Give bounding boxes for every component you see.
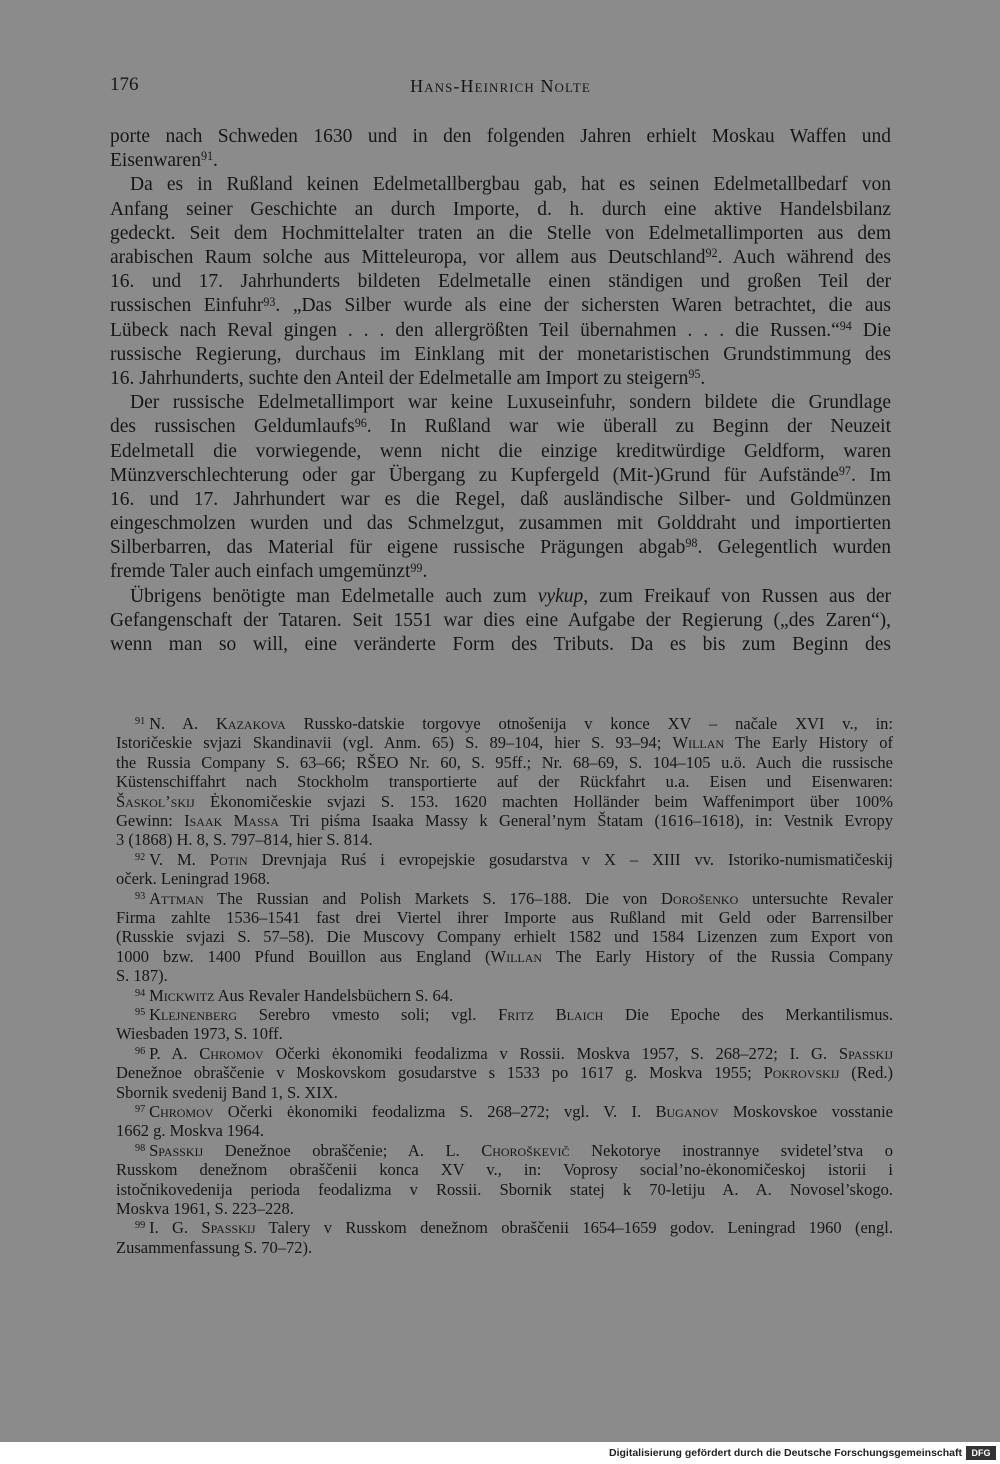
- footnote-line: [116, 889, 893, 908]
- page-number: 176: [110, 74, 139, 95]
- text-run: Lübeck nach Reval gingen . . . den allergrößten Teil übernahmen . . . die Russen.“: [110, 319, 840, 341]
- text-run: russische Regierung, durchaus im Einklang mit der monetaristischen Grundstimmung des: [110, 343, 891, 365]
- body-line: [110, 415, 891, 439]
- text-run: Ėkonomičeskie svjazi S. 153. 1620 machten Holländer beim Waffenimport über 100%: [194, 791, 893, 811]
- body-line: [110, 270, 891, 294]
- footnote-line: [116, 811, 893, 830]
- text-run: očerk. Leningrad 1968.: [116, 869, 270, 889]
- footnote-line: [116, 1083, 893, 1102]
- text-run: Wiesbaden 1973, S. 10ff.: [116, 1024, 283, 1044]
- footnote-reference: 99: [410, 560, 423, 575]
- footnote-number: 91: [135, 716, 146, 728]
- footnote-reference: 92: [705, 246, 718, 261]
- body-line: [110, 319, 891, 343]
- body-line: [110, 125, 891, 149]
- text-run: Münzverschlechterung oder gar Übergang zu Kupfergeld (Mit-)Grund für Aufstände: [110, 464, 839, 486]
- text-run: Firma zahlte 1536–1541 fast drei Viertel ihrer Importe aus Rußland mit Geld oder Barrensilber: [116, 908, 893, 927]
- text-run: Sbornik svedenij Band 1, S. XIX.: [116, 1082, 338, 1102]
- footnote-number: 97: [135, 1104, 146, 1116]
- text-run: P. A.: [149, 1043, 200, 1063]
- body-line: [110, 512, 891, 536]
- author-name: Pokrovskij: [763, 1063, 840, 1083]
- author-name: Mickwitz: [149, 985, 215, 1005]
- text-run: arabischen Raum solche aus Mitteleuropa, vor allem aus Deutschland: [110, 246, 706, 268]
- text-run: 3 (1868) H. 8, S. 797–814, hier S. 814.: [116, 830, 373, 850]
- body-line: [110, 609, 891, 633]
- footnote-line: [116, 966, 893, 985]
- text-run: V. M.: [149, 849, 210, 869]
- text-run: Russkom denežnom obraščenii konca XV v., in: Voprosy social’no-ėkonomičeskoj istorii i: [116, 1160, 893, 1180]
- footnote-line: [116, 986, 893, 1005]
- body-line: [110, 367, 891, 391]
- footnote-line: [116, 733, 893, 752]
- text-run: Moskva 1961, S. 223–228.: [116, 1199, 294, 1218]
- author-name: Chromov: [199, 1043, 264, 1063]
- text-run: S. 187).: [116, 966, 168, 986]
- text-run: Aus Revaler Handelsbüchern S. 64.: [214, 985, 454, 1005]
- footnote-line: [116, 792, 893, 811]
- author-name: Willan: [672, 733, 725, 753]
- author-name: Kazakova: [216, 714, 286, 733]
- text-run: untersuchte Revaler: [738, 888, 893, 908]
- author-name: Spasskij: [149, 1140, 204, 1160]
- text-run: . Auch während des: [717, 246, 891, 268]
- text-run: The Early History of: [724, 733, 893, 753]
- body-line: [110, 246, 891, 270]
- body-line: [110, 536, 891, 560]
- body-line: [110, 488, 891, 512]
- text-run: russischen Einfuhr: [110, 295, 264, 317]
- footnote-line: [116, 908, 893, 927]
- footnote-line: [116, 850, 893, 869]
- text-run: Očerki ėkonomiki feodalizma S. 268–272; vgl. V. I.: [213, 1102, 656, 1121]
- footnote-line: [116, 1102, 893, 1121]
- author-name: Dorošenko: [661, 888, 739, 908]
- footnote-line: [116, 772, 893, 791]
- body-line: [110, 149, 891, 173]
- text-run: Denežnoe obraščenie v Moskovskom gosudarstve s 1533 po 1617 g. Moskva 1955;: [116, 1063, 764, 1083]
- body-line: [110, 440, 891, 464]
- footnote-number: 96: [135, 1045, 146, 1057]
- text-run: Die Epoche des Merkantilismus.: [603, 1005, 893, 1024]
- digitization-footer: [0, 1442, 1000, 1464]
- text-run: Denežnoe obraščenie; A. L.: [203, 1140, 482, 1160]
- text-run: .: [422, 561, 428, 583]
- text-run: . Im: [850, 464, 891, 486]
- text-run: Talery v Russkom denežnom obraščenii 1654–1659 godov. Leningrad 1960 (engl.: [255, 1218, 893, 1238]
- footnote-reference: 93: [263, 294, 276, 309]
- text-run: 16. und 17. Jahrhundert war es die Regel, daß ausländische Silber- und Goldmünzen: [110, 488, 891, 510]
- text-run: gedeckt. Seit dem Hochmittelalter traten an die Stelle von Edelmetallimporten aus dem: [110, 222, 891, 244]
- footnote-line: [116, 714, 893, 733]
- body-line: [110, 391, 891, 415]
- footnote-number: 93: [135, 890, 146, 902]
- author-name: Klejnenberg: [149, 1005, 238, 1024]
- author-name: Willan: [490, 946, 543, 966]
- italic-term: vykup: [537, 585, 584, 607]
- text-run: Anfang seiner Geschichte an durch Importe, d. h. durch eine aktive Handelsbilanz: [110, 198, 891, 220]
- body-line: [110, 198, 891, 222]
- text-run: Drevnjaja Ruś i evropejskie gosudarstva v X – XIII vv. Istoriko-numismatičeskij: [247, 849, 893, 869]
- author-name: Potin: [209, 849, 248, 869]
- dfg-logo: DFG: [966, 1446, 996, 1460]
- footnote-line: [116, 1238, 893, 1257]
- author-name: Spasskij: [838, 1043, 893, 1063]
- funding-notice: Digitalisierung gefördert durch die Deutsche Forschungsgemeinschaft: [609, 1447, 962, 1459]
- text-run: 1662 g. Moskva 1964.: [116, 1121, 265, 1141]
- text-run: Gefangenschaft der Tataren. Seit 1551 war dies eine Aufgabe der Regierung („des Zaren“),: [110, 609, 891, 631]
- footnote-line: [116, 1160, 893, 1179]
- footnote-line: [116, 753, 893, 772]
- running-head: Hans-Heinrich Nolte: [410, 76, 591, 96]
- footnote-line: [116, 1141, 893, 1160]
- footnote-line: [116, 1005, 893, 1024]
- text-run: . Gelegentlich wurden: [697, 537, 891, 559]
- text-run: The Russian and Polish Markets S. 176–188. Die von: [203, 888, 661, 908]
- author-name: Choroškevič: [481, 1140, 570, 1160]
- text-run: Die: [851, 319, 891, 341]
- body-line: [110, 585, 891, 609]
- text-run: Eisenwaren: [110, 150, 201, 172]
- text-run: . In Rußland war wie überall zu Beginn der Neuzeit: [366, 416, 891, 438]
- footnote-number: 92: [135, 851, 146, 863]
- footnote-reference: 95: [688, 367, 701, 382]
- text-run: wenn man so will, eine veränderte Form des Tributs. Da es bis zum Beginn des: [110, 634, 891, 655]
- body-line: [110, 464, 891, 488]
- text-run: I. G.: [149, 1218, 202, 1238]
- footnote-reference: 97: [838, 463, 851, 478]
- text-run: Moskovskoe vosstanie: [718, 1102, 893, 1121]
- text-run: (Red.): [839, 1063, 893, 1083]
- text-run: Tri piśma Isaaka Massy k General’nym Štatam (1616–1618), in: Vestnik Evropy: [278, 811, 893, 830]
- text-run: istočnikovedenija perioda feodalizma v Rossii. Sbornik statej k 70-letiju A. A. Novosel’skogo.: [116, 1179, 893, 1199]
- footnote-reference: 91: [200, 149, 214, 164]
- text-run: Russko-datskie torgovye otnošenija v konce XV – načale XVI v., in:: [285, 714, 893, 733]
- footnote-reference: 94: [839, 318, 852, 333]
- text-run: , zum Freikauf von Russen aus der: [583, 585, 891, 607]
- footnote-reference: 98: [685, 536, 698, 551]
- body-line: [110, 222, 891, 246]
- text-run: fremde Taler auch einfach umgemünzt: [110, 561, 411, 583]
- text-run: the Russia Company S. 63–66; RŠEO Nr. 60, S. 95ff.; Nr. 68–69, S. 104–105 u.ö. Auch die russische: [116, 752, 893, 772]
- text-run: 1000 bzw. 1400 Pfund Bouillon aus England (: [116, 946, 491, 966]
- footnote-line: [116, 1218, 893, 1237]
- text-run: eingeschmolzen wurden und das Schmelzgut, zusammen mit Golddraht und importierten: [110, 513, 891, 534]
- footnote-line: [116, 869, 893, 888]
- footnote-line: [116, 947, 893, 966]
- text-run: Silberbarren, das Material für eigene russische Prägungen abgab: [110, 537, 686, 559]
- text-run: Istoričeskie svjazi Skandinavii (vgl. Anm. 65) S. 89–104, hier S. 93–94;: [116, 733, 673, 753]
- text-run: 16. und 17. Jahrhunderts bildeten Edelmetalle einen ständigen und großen Teil der: [110, 271, 891, 293]
- text-run: N. A.: [149, 714, 217, 733]
- text-run: Gewinn:: [116, 811, 185, 830]
- text-run: Übrigens benötigte man Edelmetalle auch zum: [130, 585, 538, 607]
- footnote-number: 94: [135, 987, 146, 999]
- author-name: Fritz Blaich: [498, 1005, 604, 1024]
- body-line: [110, 294, 891, 318]
- text-run: Serebro vmesto soli; vgl.: [237, 1005, 499, 1024]
- footnote-line: [116, 1044, 893, 1063]
- text-run: (Russkie svjazi S. 57–58). Die Muscovy Company erhielt 1582 und 1584 Lizenzen zum Export von: [116, 927, 893, 947]
- text-run: Nekotorye inostrannye svidetel’stva o: [569, 1140, 893, 1160]
- text-run: Der russische Edelmetallimport war keine Luxuseinfuhr, sondern bildete die Grundlage: [130, 392, 891, 414]
- author-name: Isaak Massa: [184, 811, 279, 830]
- footnote-line: [116, 1024, 893, 1043]
- footnote-line: [116, 830, 893, 849]
- author-name: Attman: [149, 888, 204, 908]
- text-run: .: [700, 367, 706, 389]
- text-run: .: [213, 150, 218, 172]
- author-name: Šaskol’skij: [116, 791, 195, 811]
- author-name: Buganov: [655, 1102, 719, 1121]
- footnote-number: 95: [135, 1007, 146, 1019]
- text-run: . „Das Silber wurde als eine der sichersten Waren betrachtet, die aus: [275, 295, 891, 317]
- body-line: [110, 560, 891, 584]
- text-run: Edelmetall die vorwiegende, wenn nicht die einzige kreditwürdige Geldform, waren: [110, 440, 891, 462]
- text-run: 16. Jahrhunderts, suchte den Anteil der Edelmetalle am Import zu steigern: [110, 367, 689, 389]
- footnote-line: [116, 1063, 893, 1082]
- body-line: [110, 633, 891, 657]
- text-run: Küstenschiffahrt nach Stockholm transportierte auf der Rückfahrt u.a. Eisen und Eisenwaren:: [116, 772, 893, 792]
- text-run: The Early History of the Russia Company: [542, 946, 893, 966]
- footnote-line: [116, 1199, 893, 1218]
- text-run: des russischen Geldumlaufs: [110, 416, 355, 438]
- author-name: Chromov: [149, 1102, 214, 1121]
- footnote-reference: 96: [354, 415, 367, 430]
- text-run: Da es in Rußland keinen Edelmetallbergbau gab, hat es seinen Edelmetallbedarf von: [130, 174, 891, 196]
- footnote-number: 99: [135, 1220, 146, 1232]
- body-line: [110, 343, 891, 367]
- footnote-line: [116, 927, 893, 946]
- text-run: Zusammenfassung S. 70–72).: [116, 1237, 313, 1257]
- footnote-line: [116, 1180, 893, 1199]
- author-name: Spasskij: [201, 1218, 256, 1238]
- footnote-number: 98: [135, 1142, 146, 1154]
- body-line: [110, 173, 891, 197]
- text-run: Očerki ėkonomiki feodalizma v Rossii. Moskva 1957, S. 268–272; I. G.: [263, 1043, 839, 1063]
- text-run: porte nach Schweden 1630 und in den folgenden Jahren erhielt Moskau Waffen und: [110, 126, 891, 147]
- footnote-line: [116, 1121, 893, 1140]
